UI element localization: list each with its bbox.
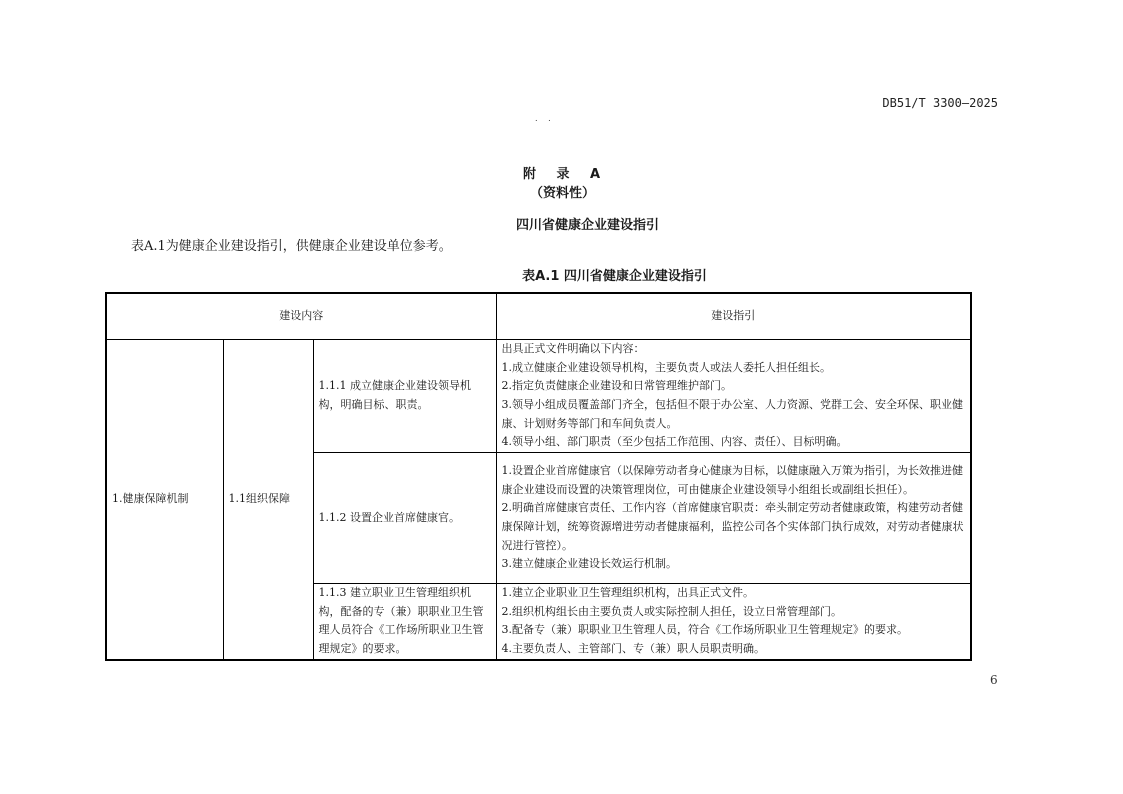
decorative-dots: . .	[535, 114, 555, 123]
guide-line: 出具正式文件明确以下内容：	[501, 342, 645, 356]
table-row	[106, 340, 971, 453]
guide-line: 1.建立企业职业卫生管理组织机构，出具正式文件。	[501, 586, 754, 600]
header-content: 建设内容	[106, 293, 496, 340]
table-header-row	[106, 293, 971, 340]
item-cell: 1.1.3 建立职业卫生管理组织机构，配备的专（兼）职职业卫生管理人员符合《工作场所职业卫生管理规定》的要求。	[313, 584, 496, 660]
guide-line: 2.明确首席健康官责任、工作内容（首席健康官职责：牵头制定劳动者健康政策，构建劳动者健康保障计划，统筹资源增进劳动者健康福利，监控公司各个实体部门执行成效，对劳动者健康状况进行管控）。	[501, 501, 964, 552]
guide-line: 3.领导小组成员覆盖部门齐全，包括但不限于办公室、人力资源、党群工会、安全环保、职业健康、计划财务等部门和车间负责人。	[501, 398, 963, 430]
guide-line: 2.指定负责健康企业建设和日常管理维护部门。	[501, 379, 732, 393]
guide-line: 4.领导小组、部门职责（至少包括工作范围、内容、责任）、目标明确。	[501, 435, 848, 449]
item-cell: 1.1.1 成立健康企业建设领导机构，明确目标、职责。	[313, 340, 496, 453]
guide-line: 4.主要负责人、主管部门、专（兼）职人员职责明确。	[501, 641, 765, 655]
standard-code: DB51/T 3300—2025	[882, 96, 998, 110]
header-guide: 建设指引	[496, 293, 971, 340]
level2-cell: 1.1组织保障	[223, 340, 313, 660]
guide-line: 2.组织机构组长由主要负责人或实际控制人担任，设立日常管理部门。	[501, 604, 842, 618]
guide-line: 1.成立健康企业建设领导机构，主要负责人或法人委托人担任组长。	[501, 360, 831, 374]
page-number: 6	[990, 673, 998, 687]
guide-line: 3.建立健康企业建设长效运行机制。	[501, 557, 677, 571]
guide-cell	[496, 453, 971, 584]
appendix-subtitle: （资料性）	[529, 186, 595, 201]
guide-table	[105, 292, 972, 661]
guide-cell	[496, 584, 971, 660]
appendix-title: 附 录 A	[522, 167, 609, 182]
guide-line: 1.设置企业首席健康官（以保障劳动者身心健康为目标，以健康融入万策为指引，为长效推进健康企业建设而设置的决策管理岗位，可由健康企业建设领导小组组长或副组长担任）。	[501, 464, 963, 496]
table-caption: 表A.1 四川省健康企业建设指引	[522, 269, 707, 284]
item-cell: 1.1.2 设置企业首席健康官。	[313, 453, 496, 584]
level1-cell: 1.健康保障机制	[106, 340, 223, 660]
guide-cell	[496, 340, 971, 453]
document-title: 四川省健康企业建设指引	[515, 218, 659, 233]
intro-paragraph: 表A.1为健康企业建设指引，供健康企业建设单位参考。	[131, 239, 452, 254]
guide-line: 3.配备专（兼）职职业卫生管理人员，符合《工作场所职业卫生管理规定》的要求。	[501, 623, 908, 637]
